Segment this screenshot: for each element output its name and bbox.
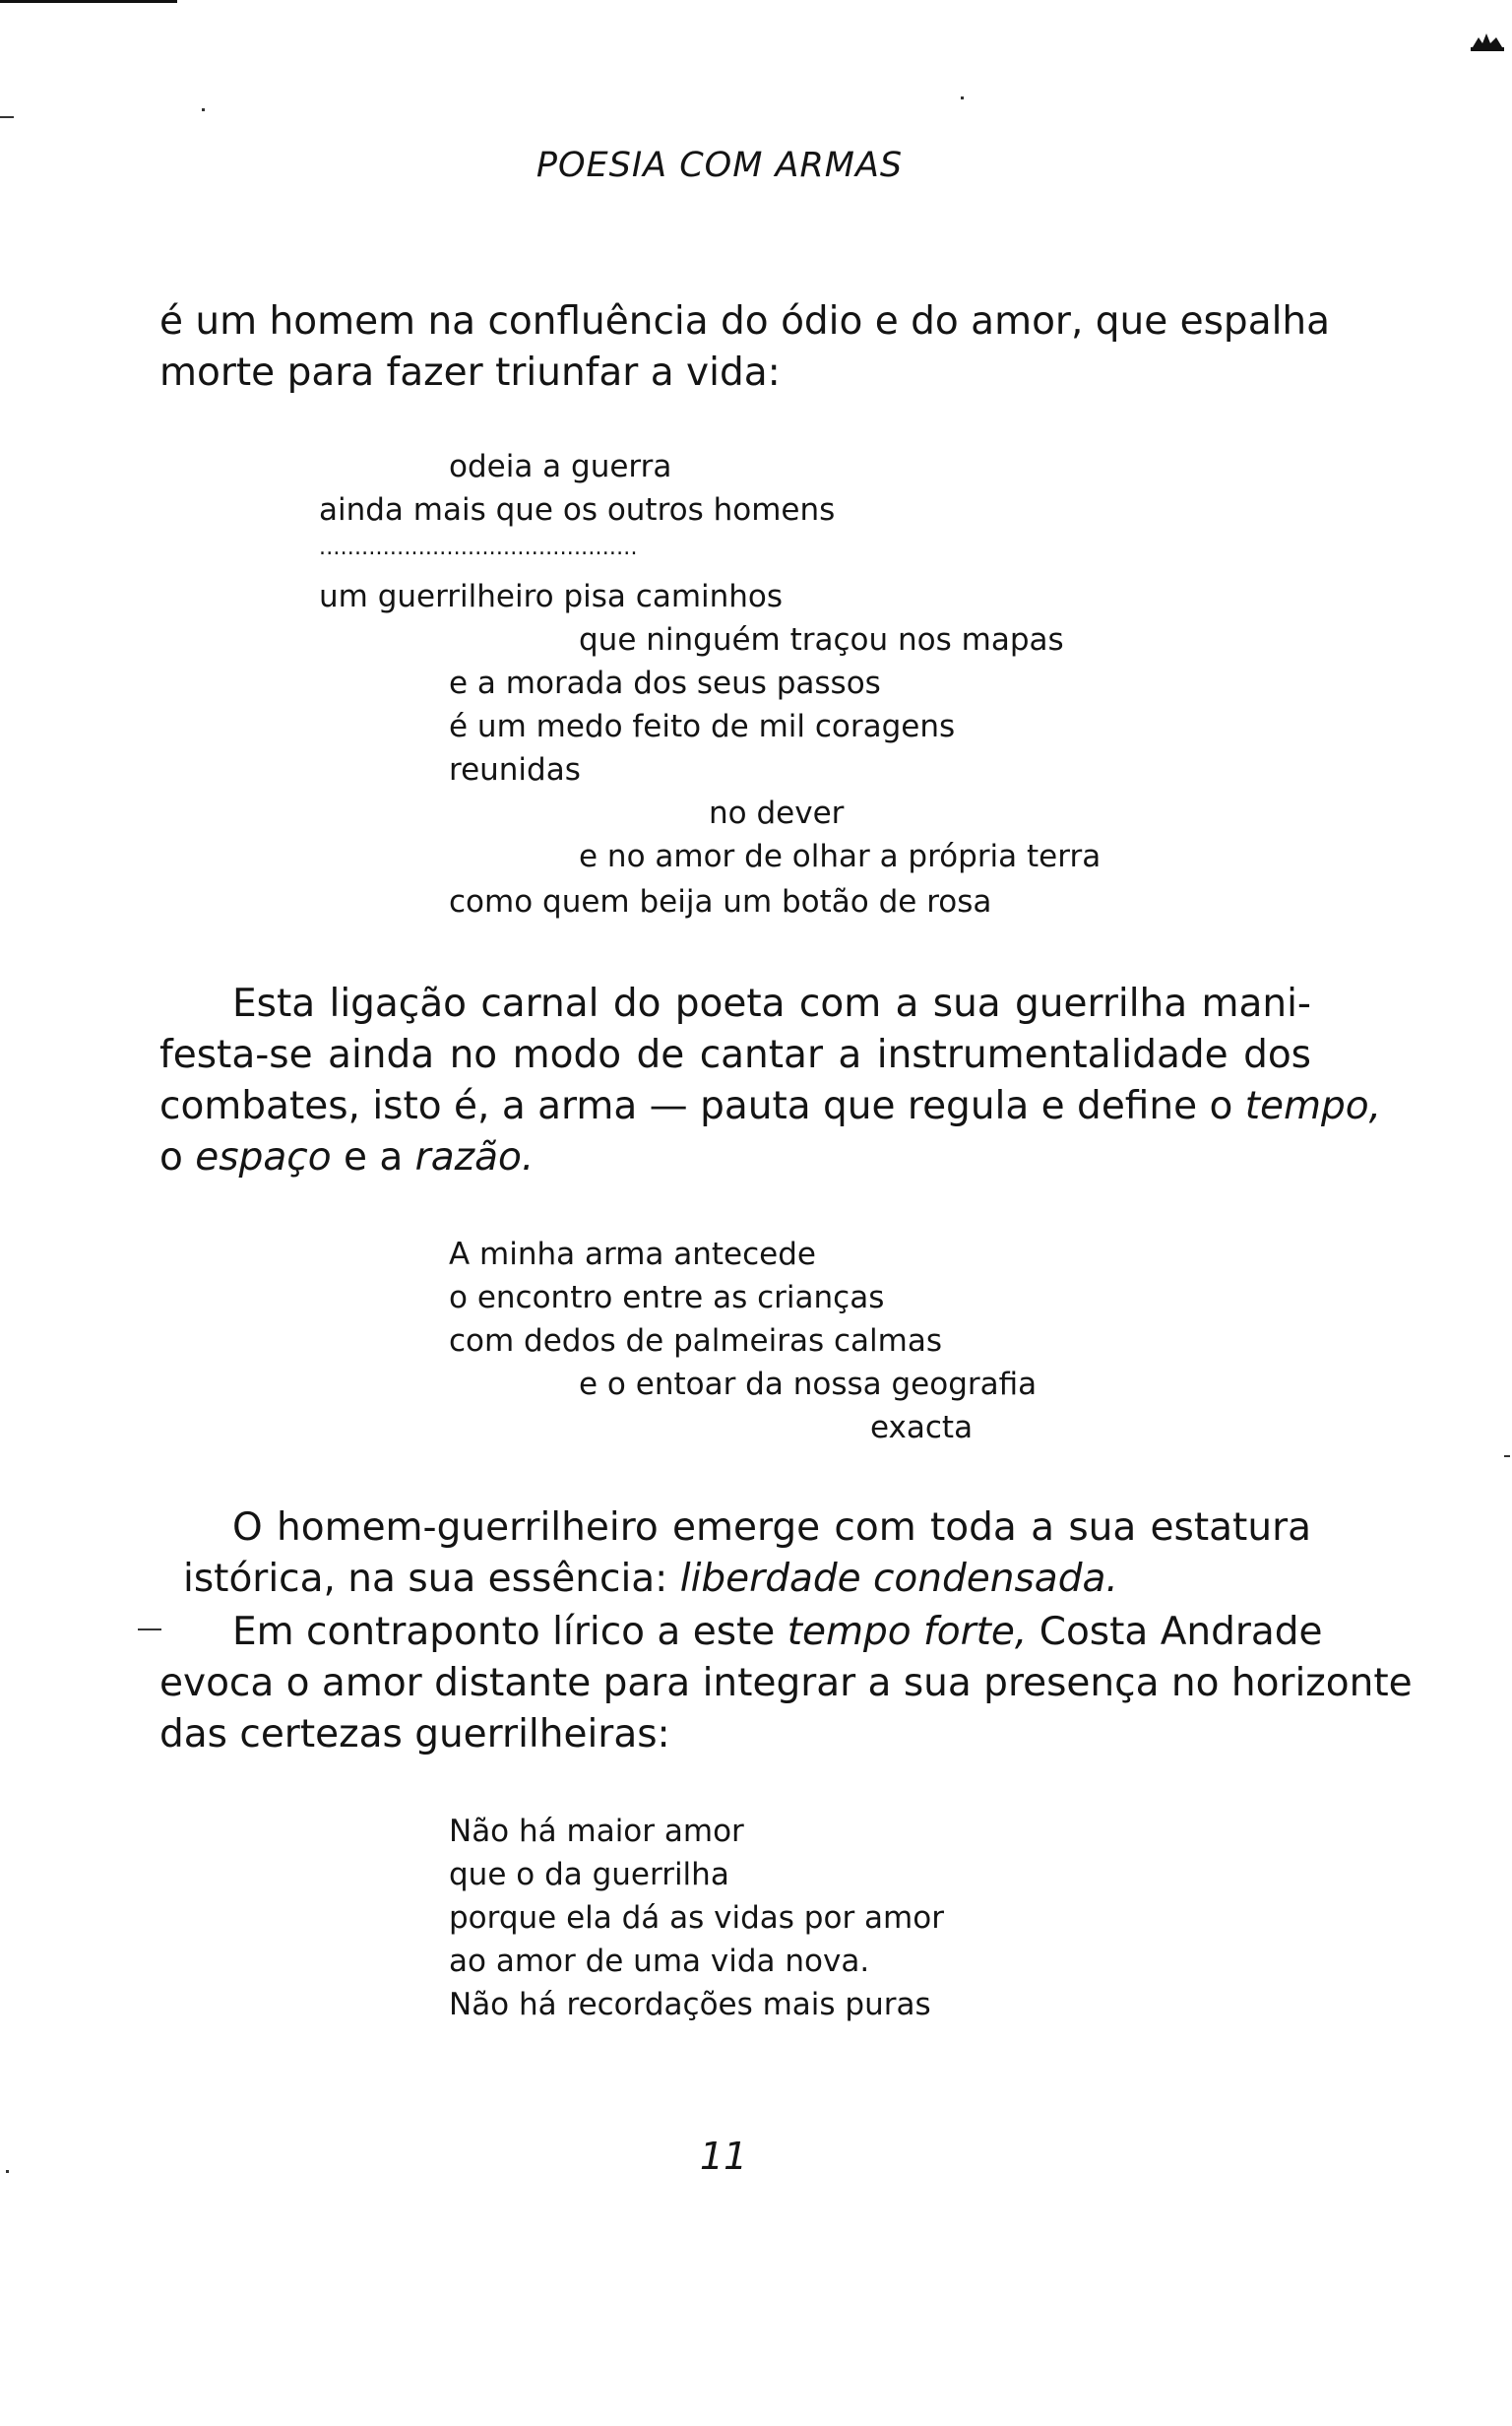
verse-line: é um medo feito de mil coragens (449, 709, 956, 744)
running-head: POESIA COM ARMAS (536, 146, 904, 185)
prose-line: morte para fazer triunfar a vida: (159, 351, 781, 395)
verse-ellipsis: ............................................. (319, 536, 638, 560)
page-number: 11 (699, 2135, 748, 2178)
verse-line: com dedos de palmeiras calmas (449, 1323, 942, 1359)
paragraph-3 (159, 1502, 1311, 1605)
prose-line (159, 1607, 1323, 1658)
prose-text: istórica, na sua essência: (183, 1557, 668, 1601)
emphasis: razão. (414, 1135, 535, 1180)
scan-corner-smudge (1471, 30, 1504, 53)
prose-line (159, 1132, 1311, 1183)
prose-line: das certezas guerrilheiras: (159, 1712, 670, 1756)
verse-line: e a morada dos seus passos (449, 666, 881, 701)
prose-line (159, 1081, 1382, 1132)
paragraph-4 (159, 1607, 1413, 1760)
verse-line: A minha arma antecede (449, 1237, 816, 1272)
verse-line: exacta (870, 1410, 974, 1445)
prose-text: combates, isto é, a arma — pauta que regula e define o (159, 1084, 1233, 1128)
verse-line: como quem beija um botão de rosa (449, 884, 992, 920)
verse-line: ao amor de uma vida nova. (449, 1944, 870, 1979)
verse-line: um guerrilheiro pisa caminhos (319, 579, 784, 614)
emphasis: tempo, (1244, 1084, 1382, 1128)
prose-line: festa-se ainda no modo de cantar a instrumentalidade dos (159, 1033, 1311, 1077)
prose-line (159, 1502, 1311, 1554)
verse-line: que ninguém traçou nos mapas (579, 622, 1064, 658)
prose-text: e a (343, 1135, 404, 1180)
scan-speck (1504, 1455, 1510, 1457)
emphasis: liberdade condensada. (679, 1557, 1118, 1601)
verse-line: porque ela dá as vidas por amor (449, 1900, 944, 1936)
paragraph-2 (159, 979, 1382, 1183)
verse-line: reunidas (449, 752, 581, 788)
emphasis: tempo forte, (787, 1610, 1028, 1654)
paragraph-1 (159, 296, 1331, 399)
prose-line (159, 979, 1311, 1030)
prose-text: o (159, 1135, 183, 1180)
prose-text: Esta ligação carnal do poeta com a sua guerrilha mani- (232, 982, 1311, 1026)
verse-line: e o entoar da nossa geografia (579, 1367, 1038, 1402)
verse-line: odeia a guerra (449, 449, 672, 484)
verse-line: ainda mais que os outros homens (319, 492, 836, 528)
verse-line: e no amor de olhar a própria terra (579, 839, 1102, 874)
verse-line: o encontro entre as crianças (449, 1280, 885, 1315)
scan-speck (0, 116, 14, 118)
scan-speck (202, 108, 205, 111)
verse-line: que o da guerrilha (449, 1857, 729, 1892)
prose-line (159, 1554, 1311, 1605)
verse-line: Não há recordações mais puras (449, 1987, 931, 2022)
scan-edge-rule (0, 0, 177, 3)
scan-speck (961, 96, 964, 99)
verse-line: no dever (709, 796, 845, 831)
prose-line: evoca o amor distante para integrar a sua presença no horizonte (159, 1661, 1413, 1705)
prose-text: Costa Andrade (1039, 1610, 1323, 1654)
verse-line: Não há maior amor (449, 1814, 744, 1849)
prose-line: é um homem na confluência do ódio e do amor, que espalha (159, 299, 1331, 344)
prose-text: O homem-guerrilheiro emerge com toda a sua estatura (232, 1505, 1311, 1550)
prose-text: Em contraponto lírico a este (232, 1610, 776, 1654)
emphasis: espaço (195, 1135, 332, 1180)
scan-speck (138, 1628, 161, 1630)
